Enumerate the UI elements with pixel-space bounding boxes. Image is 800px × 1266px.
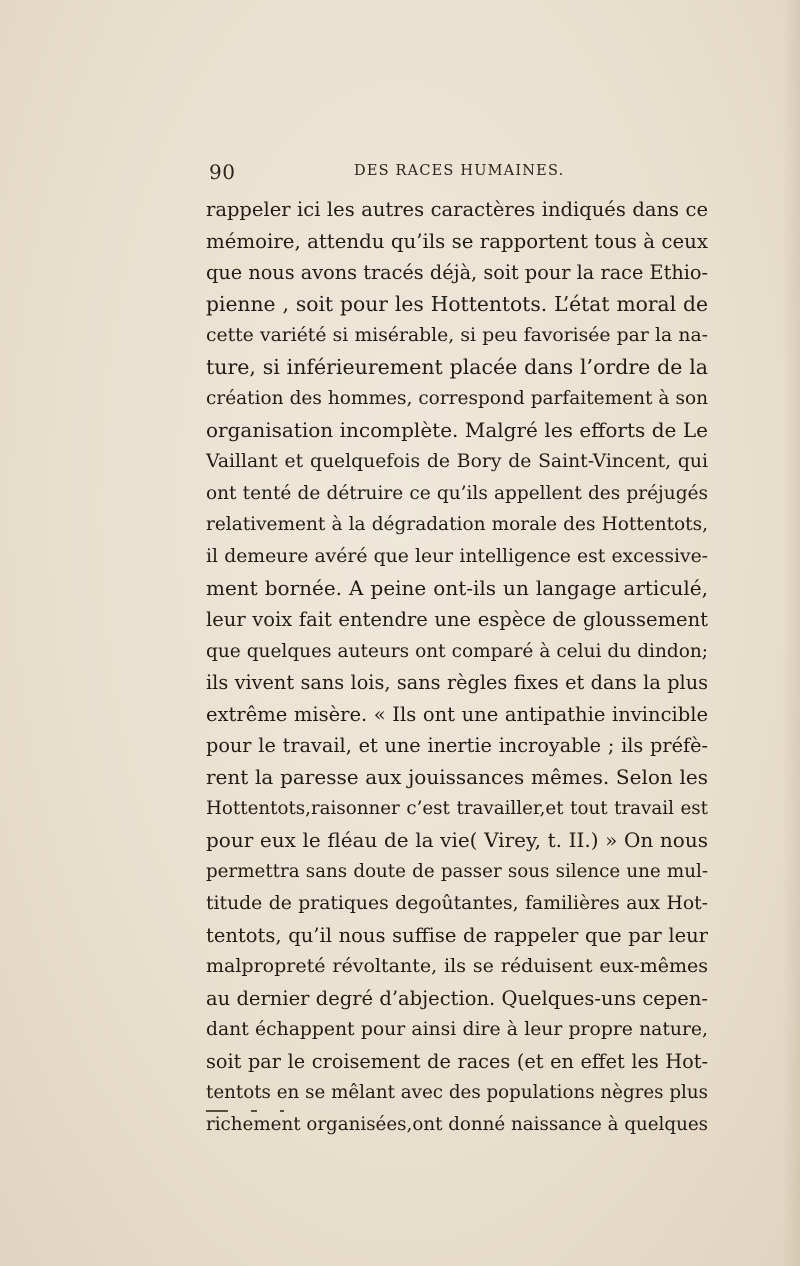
text-line: ture, si inférieurement placée dans l’ordre de la [206, 354, 708, 379]
text-line: ont tenté de détruire ce qu’ils appellent des préjugés [206, 482, 708, 504]
text-line: pour le travail, et une inertie incroyable ; ils préfè- [206, 734, 708, 758]
text-line: leur voix fait entendre une espèce de gloussement [206, 608, 708, 632]
text-line: extrême misère. « Ils ont une antipathie invincible [206, 702, 708, 726]
text-line: dant échappent pour ainsi dire à leur propre nature, [206, 1019, 708, 1041]
page-edge-shadow [782, 0, 800, 1266]
text-line: création des hommes, correspond parfaitement à son [206, 388, 708, 410]
text-line: soit par le croisement de races (et en effet les Hot- [206, 1049, 708, 1073]
text-line: mémoire, attendu qu’ils se rapportent tous à ceux [206, 229, 708, 253]
text-line: Hottentots,raisonner c’est travailler,et tout travail est [206, 798, 708, 820]
ink-speck [280, 1110, 284, 1112]
text-line: organisation incomplète. Malgré les efforts de Le [206, 417, 708, 442]
text-line: que quelques auteurs ont comparé à celui du dindon; [206, 640, 708, 662]
text-line: que nous avons tracés déjà, soit pour la race Ethio- [206, 261, 708, 285]
text-line: relativement à la dégradation morale des Hottentots, [206, 514, 708, 536]
text-line: tentots, qu’il nous suffise de rappeler que par leur [206, 923, 708, 947]
text-line: Vaillant et quelquefois de Bory de Saint-Vincent, qui [206, 451, 708, 473]
body-text [206, 196, 708, 1142]
text-line: pienne , soit pour les Hottentots. L’état moral de [206, 291, 708, 316]
text-line: cette variété si misérable, si peu favorisée par la na- [206, 325, 708, 347]
ink-speck [206, 1110, 228, 1112]
text-line: titude de pratiques degoûtantes, familières aux Hot- [206, 893, 708, 915]
text-line: richement organisées,ont donné naissance à quelques [206, 1113, 708, 1135]
text-line: ment bornée. A peine ont-ils un langage articulé, [206, 575, 708, 600]
text-line: tentots en se mêlant avec des populations nègres plus [206, 1082, 708, 1104]
page-number: 90 [209, 160, 236, 184]
text-line: malpropreté révoltante, ils se réduisent eux-mêmes [206, 955, 708, 978]
text-line: rappeler ici les autres caractères indiqués dans ce [206, 198, 708, 221]
page-header [207, 160, 707, 184]
text-line: au dernier degré d’abjection. Quelques-uns cepen- [206, 986, 708, 1010]
ink-speck [251, 1110, 257, 1112]
page-foot-specks [206, 1100, 326, 1106]
running-head: DES RACES HUMAINES. [354, 163, 565, 179]
text-line: il demeure avéré que leur intelligence est excessive- [206, 546, 708, 568]
text-line: rent la paresse aux jouissances mêmes. Selon les [206, 764, 708, 789]
text-line: permettra sans doute de passer sous silence une mul- [206, 861, 708, 883]
text-line: pour eux le fléau de la vie( Virey, t. II.) » On nous [206, 827, 708, 852]
text-line: ils vivent sans lois, sans règles fixes et dans la plus [206, 671, 708, 695]
